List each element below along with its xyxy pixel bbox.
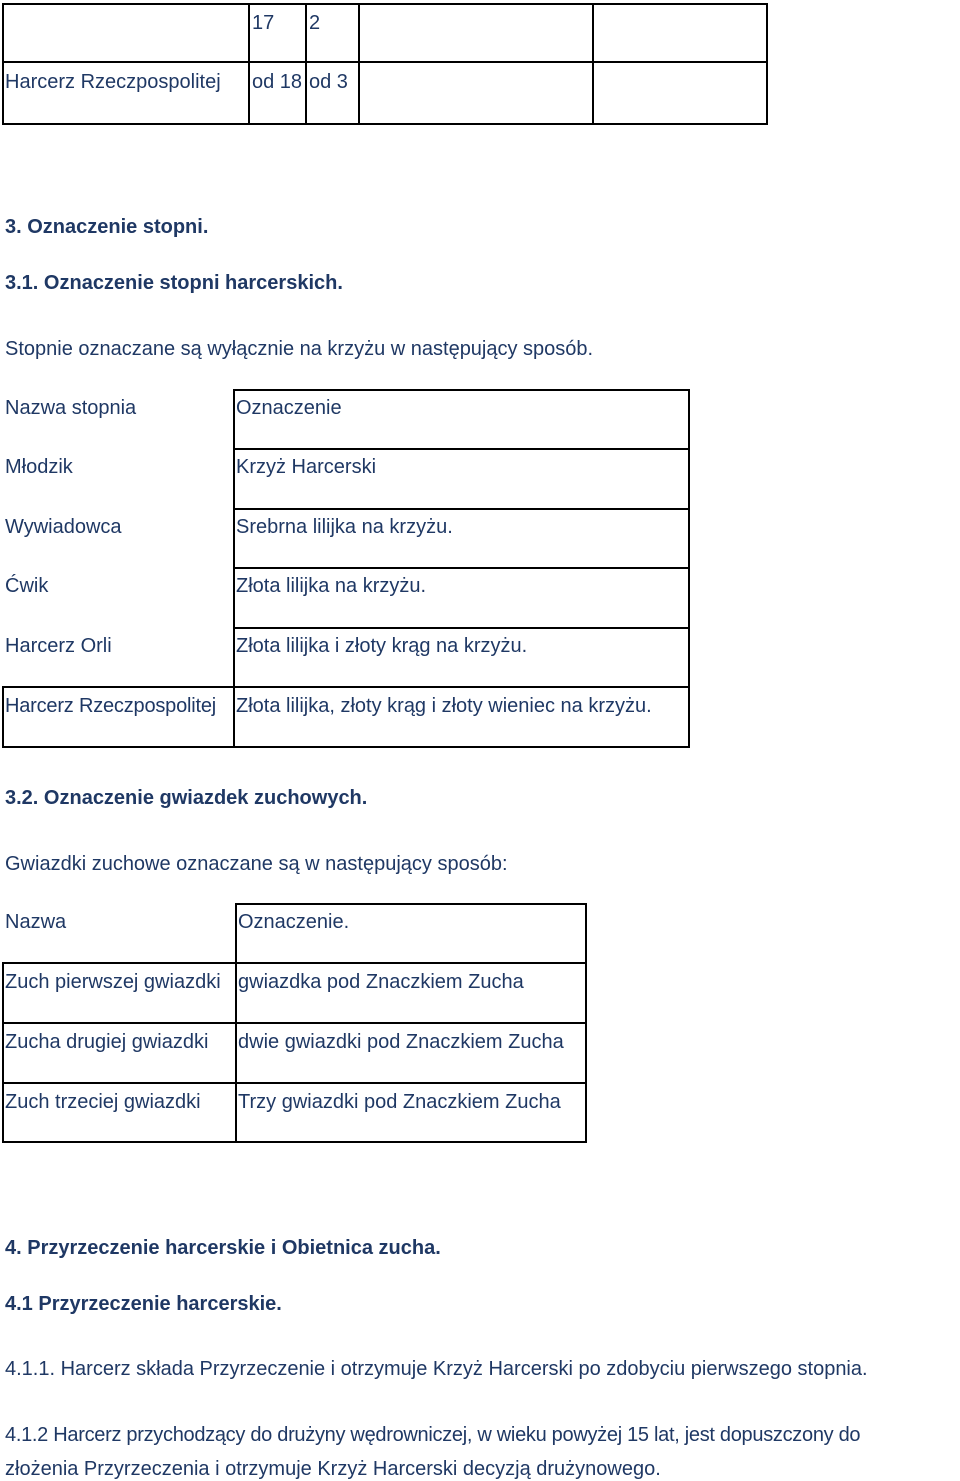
paragraph-4-1-1: 4.1.1. Harcerz składa Przyrzeczenie i otrzymuje Krzyż Harcerski po zdobyciu pierwszego stopnia. <box>5 1358 868 1380</box>
top-cell-r1c3: 2 <box>309 12 321 34</box>
top-cell-r2c3: od 3 <box>309 71 348 93</box>
top-cell-r1c2: 17 <box>252 12 275 34</box>
ranks-row-marking: Złota lilijka na krzyżu. <box>236 575 427 597</box>
ranks-row-name: Harcerz Rzeczpospolitej <box>5 695 217 717</box>
ranks-header-name: Nazwa stopnia <box>5 397 137 419</box>
section3-1-intro: Stopnie oznaczane są wyłącznie na krzyżu w następujący sposób. <box>5 338 594 360</box>
ranks-header-marking: Oznaczenie <box>236 397 342 419</box>
stars-row-name: Zuch pierwszej gwiazdki <box>5 971 221 993</box>
ranks-row-marking: Złota lilijka, złoty krąg i złoty wieniec na krzyżu. <box>236 695 652 717</box>
section3-heading: 3. Oznaczenie stopni. <box>5 216 209 238</box>
stars-row-name: Zuch trzeciej gwiazdki <box>5 1091 201 1113</box>
section3-1-heading: 3.1. Oznaczenie stopni harcerskich. <box>5 272 343 294</box>
ranks-row-marking: Srebrna lilijka na krzyżu. <box>236 516 453 538</box>
stars-row-marking: gwiazdka pod Znaczkiem Zucha <box>238 971 524 993</box>
top-cell-r2c1: Harcerz Rzeczpospolitej <box>5 71 221 93</box>
stars-row-name: Zucha drugiej gwiazdki <box>5 1031 209 1053</box>
stars-header-marking: Oznaczenie. <box>238 911 350 933</box>
ranks-row-name: Ćwik <box>5 575 49 597</box>
section4-heading: 4. Przyrzeczenie harcerskie i Obietnica zucha. <box>5 1237 441 1259</box>
ranks-row-name: Młodzik <box>5 456 73 478</box>
ranks-row-name: Wywiadowca <box>5 516 122 538</box>
stars-row-marking: Trzy gwiazdki pod Znaczkiem Zucha <box>238 1091 561 1113</box>
ranks-row-name: Harcerz Orli <box>5 635 112 657</box>
paragraph-4-1-2-line1: 4.1.2 Harcerz przychodzący do drużyny wędrowniczej, w wieku powyżej 15 lat, jest dopuszczony do <box>5 1424 861 1446</box>
top-cell-r2c2: od 18 <box>252 71 303 93</box>
ranks-row-marking: Krzyż Harcerski <box>236 456 377 478</box>
stars-header-name: Nazwa <box>5 911 67 933</box>
section4-1-heading: 4.1 Przyrzeczenie harcerskie. <box>5 1293 282 1315</box>
stars-row-marking: dwie gwiazdki pod Znaczkiem Zucha <box>238 1031 564 1053</box>
ranks-row-marking: Złota lilijka i złoty krąg na krzyżu. <box>236 635 528 657</box>
section3-2-heading: 3.2. Oznaczenie gwiazdek zuchowych. <box>5 787 368 809</box>
section3-2-intro: Gwiazdki zuchowe oznaczane są w następujący sposób: <box>5 853 508 875</box>
paragraph-4-1-2-line2: złożenia Przyrzeczenia i otrzymuje Krzyż Harcerski decyzją drużynowego. <box>5 1458 661 1480</box>
